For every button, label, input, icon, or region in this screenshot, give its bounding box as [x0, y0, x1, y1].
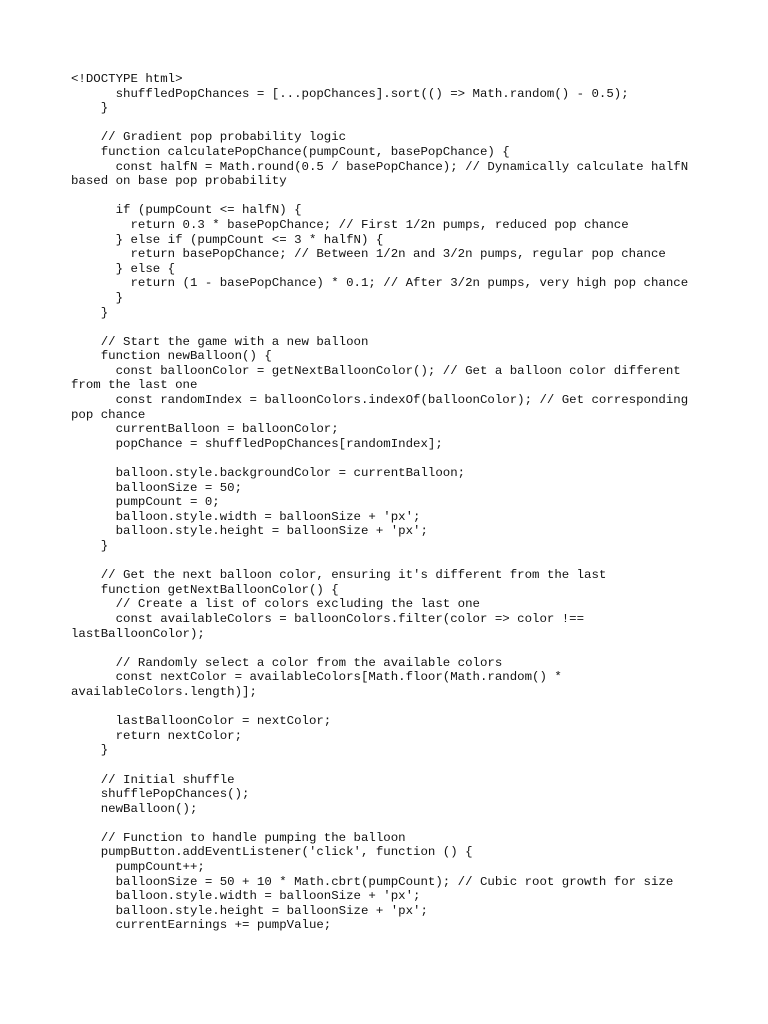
code-line: } [71, 743, 109, 758]
code-line: // Get the next balloon color, ensuring it's different from the last [71, 568, 607, 583]
code-line: } [71, 305, 109, 320]
code-line: // Initial shuffle [71, 772, 235, 787]
code-line: pop chance [71, 407, 146, 422]
code-line: shufflePopChances(); [71, 787, 250, 802]
blank-line [71, 116, 711, 131]
code-line: const balloonColor = getNextBalloonColor(); // Get a balloon color different [71, 363, 681, 378]
code-line: } else if (pumpCount <= 3 * halfN) { [71, 232, 384, 247]
code-line: shuffledPopChances = [...popChances].sort(() => Math.random() - 0.5); [71, 86, 629, 101]
code-listing [71, 72, 711, 933]
code-line: pumpCount++; [71, 860, 205, 875]
code-line: balloon.style.height = balloonSize + 'px'; [71, 524, 428, 539]
code-line: } else { [71, 261, 176, 276]
code-line: availableColors.length)]; [71, 684, 257, 699]
code-line: const nextColor = availableColors[Math.floor(Math.random() * [71, 670, 562, 685]
blank-line [71, 700, 711, 715]
code-line: balloon.style.height = balloonSize + 'px'; [71, 903, 428, 918]
code-line: } [71, 539, 109, 553]
code-line: if (pumpCount <= halfN) { [71, 203, 302, 218]
code-line: balloon.style.width = balloonSize + 'px'; [71, 509, 421, 524]
code-line: currentEarnings += pumpValue; [71, 918, 332, 933]
code-line: return (1 - basePopChance) * 0.1; // After 3/2n pumps, very high pop chance [71, 276, 689, 291]
blank-line [71, 320, 711, 335]
code-line: popChance = shuffledPopChances[randomIndex]; [71, 436, 443, 451]
code-line: newBalloon(); [71, 801, 198, 816]
code-line: return nextColor; [71, 728, 243, 743]
code-line: return basePopChance; // Between 1/2n and 3/2n pumps, regular pop chance [71, 247, 666, 262]
code-line: return 0.3 * basePopChance; // First 1/2n pumps, reduced pop chance [71, 217, 629, 232]
code-line: // Randomly select a color from the available colors [71, 655, 503, 670]
code-line: lastBalloonColor); [71, 626, 205, 641]
code-line: } [71, 101, 109, 116]
code-line: currentBalloon = balloonColor; [71, 422, 339, 437]
code-line: // Start the game with a new balloon [71, 334, 369, 349]
blank-line [71, 758, 711, 773]
code-line: based on base pop probability [71, 174, 287, 189]
blank-line [71, 641, 711, 656]
blank-line [71, 451, 711, 466]
code-line: } [71, 290, 124, 305]
code-line: pumpCount = 0; [71, 495, 220, 510]
code-line: from the last one [71, 378, 198, 393]
code-line: balloonSize = 50; [71, 480, 243, 495]
code-line: // Gradient pop probability logic [71, 130, 347, 145]
code-line: balloon.style.width = balloonSize + 'px'; [71, 889, 421, 904]
blank-line [71, 816, 711, 831]
blank-line [71, 189, 711, 204]
code-line: // Create a list of colors excluding the last one [71, 597, 480, 612]
blank-line [71, 554, 711, 569]
code-line: pumpButton.addEventListener('click', function () { [71, 845, 473, 860]
code-line: function getNextBalloonColor() { [71, 582, 339, 597]
code-line: // Function to handle pumping the balloon [71, 830, 406, 845]
code-line: lastBalloonColor = nextColor; [71, 714, 332, 729]
code-line: balloonSize = 50 + 10 * Math.cbrt(pumpCount); // Cubic root growth for size [71, 874, 674, 889]
code-line: function calculatePopChance(pumpCount, basePopChance) { [71, 144, 510, 159]
code-line: <!DOCTYPE html> [71, 72, 183, 86]
code-line: balloon.style.backgroundColor = currentBalloon; [71, 466, 466, 481]
code-line: const availableColors = balloonColors.filter(color => color !== [71, 611, 585, 626]
code-line: const randomIndex = balloonColors.indexOf(balloonColor); // Get corresponding [71, 393, 689, 408]
code-line: function newBalloon() { [71, 349, 272, 364]
code-line: const halfN = Math.round(0.5 / basePopChance); // Dynamically calculate halfN [71, 159, 689, 174]
